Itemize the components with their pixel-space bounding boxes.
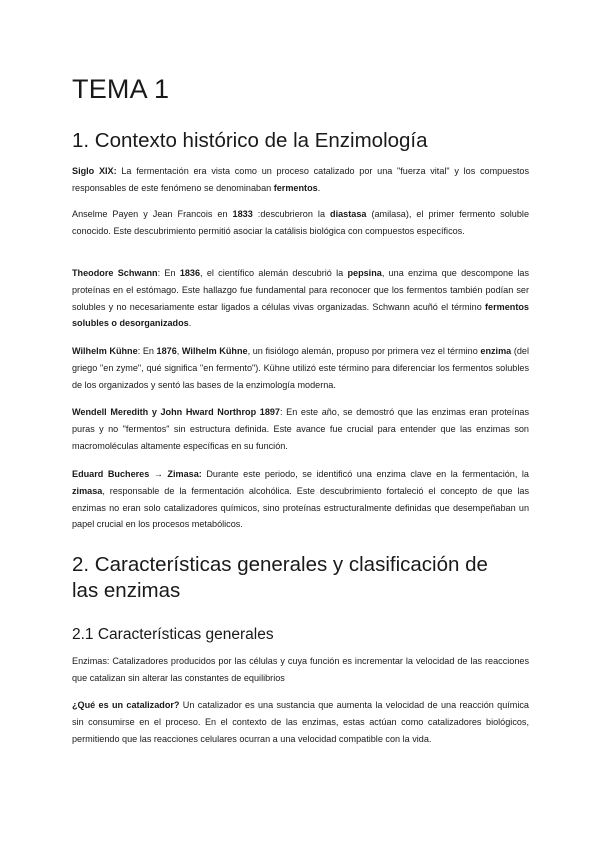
paragraph-siglo-xix: Siglo XIX: La fermentación era vista como un proceso catalizado por una "fuerza vital" y los compuestos responsables de este fenómeno se denominaban fermentos.: [72, 166, 529, 193]
paragraph-kuhne: Wilhelm Kühne: En 1876, Wilhelm Kühne, un fisiólogo alemán, propuso por primera vez el término enzima (del griego "en zyme", qué significa "en fermento"). Kühne utilizó este término para diferenciar los fermentos solubles de los organizados y sentó las bases de la enzimología moderna.: [72, 346, 530, 390]
page-title: TEMA 1: [72, 74, 170, 104]
paragraph-northrop: Wendell Meredith y John Hward Northrop 1897: En este año, se demostró que las enzimas eran proteínas puras y no "fermentos" sin estructura definida. Este avance fue crucial para entender que las enzimas son macromoléculas altamente específicas en su función.: [72, 407, 529, 451]
paragraph-enzimas-definicion: Enzimas: Catalizadores producidos por las células y cuya función es incrementar la velocidad de las reacciones que catalizan sin alterar las constantes de equilibrios: [72, 656, 529, 683]
paragraph-payen: Anselme Payen y Jean Francois en 1833 :descubrieron la diastasa (amilasa), el primer fermento soluble conocido. Este descubrimiento permitió asociar la catálisis biológica con compuestos específicos.: [72, 209, 530, 236]
paragraph-zimasa: Eduard Bucheres → Zimasa: Durante este periodo, se identificó una enzima clave en la fermentación, la zimasa, responsable de la fermentación alcohólica. Este descubrimiento fortaleció el concepto de que las enzimas no eran solo catalizadores químicos, sino proteínas estructuralmente definidas que desempeñaban un papel crucial en los procesos metabólicos.: [72, 469, 529, 530]
section-2-heading: 2. Características generales y clasificación de las enzimas: [72, 553, 488, 602]
paragraph-catalizador: ¿Qué es un catalizador? Un catalizador es una sustancia que aumenta la velocidad de una reacción química sin consumirse en el proceso. En el contexto de las enzimas, estas actúan como catalizadores biológicos, permitiendo que las reacciones celulares ocurran a una velocidad compatible con la vida.: [72, 700, 529, 744]
section-1-heading: 1. Contexto histórico de la Enzimología: [72, 129, 428, 152]
paragraph-schwann: Theodore Schwann: En 1836, el científico alemán descubrió la pepsina, una enzima que descompone las proteínas en el estómago. Este hallazgo fue fundamental para reconocer que los fermentos también podían ser solubles y no necesariamente estar ligados a células vivas organizadas. Schwann acuñó el término fermentos solubles o desorganizados.: [72, 268, 530, 329]
subsection-2-1-heading: 2.1 Características generales: [72, 626, 274, 643]
